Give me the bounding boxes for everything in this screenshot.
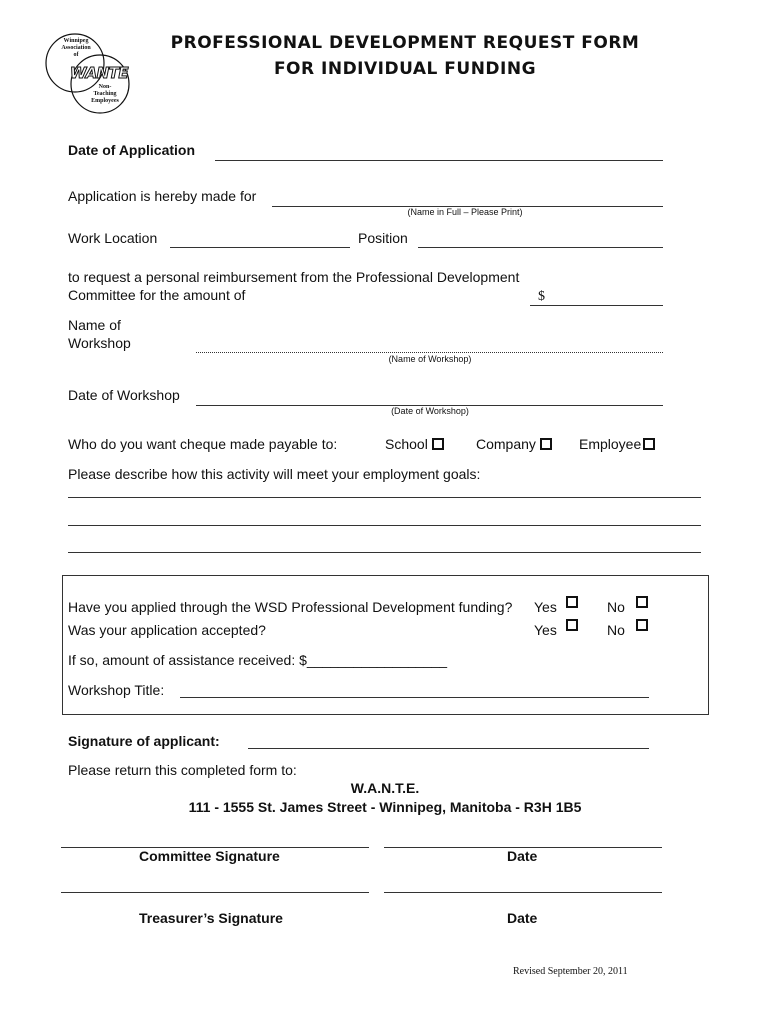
employee-option-label: Employee [579, 436, 642, 452]
accepted-yes-checkbox[interactable] [566, 619, 578, 631]
accepted-no-label: No [607, 622, 625, 638]
workshop-date-hint: (Date of Workshop) [391, 406, 469, 416]
amount-field[interactable] [530, 305, 663, 306]
accepted-yes-label: Yes [534, 622, 557, 638]
workshop-title-field[interactable] [180, 697, 649, 698]
applied-yes-checkbox[interactable] [566, 596, 578, 608]
accepted-no-checkbox[interactable] [636, 619, 648, 631]
cheque-payable-label: Who do you want cheque made payable to: [68, 436, 338, 452]
name-of-label: Name of [68, 317, 121, 333]
workshop-label: Workshop [68, 335, 131, 351]
revision-date: Revised September 20, 2011 [513, 966, 628, 977]
applicant-signature-label: Signature of applicant: [68, 733, 220, 749]
position-label: Position [358, 230, 408, 246]
school-checkbox[interactable] [432, 438, 444, 450]
logo-text-line1: Winnipeg [63, 38, 89, 44]
workshop-name-hint: (Name of Workshop) [388, 354, 472, 364]
applicant-name-hint: (Name in Full – Please Print) [407, 207, 523, 217]
assistance-amount-field[interactable]: If so, amount of assistance received: $__________________ [68, 652, 448, 668]
goals-line-3[interactable] [68, 552, 701, 553]
committee-signature-label: Committee Signature [139, 848, 280, 864]
logo-text-line3: of [73, 52, 79, 58]
logo-text-line5: Teaching [93, 91, 117, 97]
date-of-application-field[interactable] [215, 160, 663, 161]
applicant-signature-field[interactable] [248, 748, 649, 749]
logo-text-line4: Non- [98, 84, 112, 90]
treasurer-date-label: Date [507, 910, 538, 926]
logo-text-line6: Employees [91, 98, 119, 104]
workshop-title-label: Workshop Title: [68, 682, 165, 698]
school-option-label: School [385, 436, 428, 452]
application-made-for-label: Application is hereby made for [68, 188, 257, 204]
position-field[interactable] [418, 247, 663, 248]
treasurer-signature-label: Treasurer’s Signature [139, 910, 283, 926]
organization-address: 111 - 1555 St. James Street - Winnipeg, Manitoba - R3H 1B5 [188, 799, 582, 815]
company-checkbox[interactable] [540, 438, 552, 450]
date-of-application-label: Date of Application [68, 142, 196, 158]
wante-logo [40, 30, 132, 115]
request-text-line1: to request a personal reimbursement from the Professional Development [68, 269, 520, 285]
employee-checkbox[interactable] [643, 438, 655, 450]
logo-brand: WANTE [70, 64, 129, 82]
applied-no-checkbox[interactable] [636, 596, 648, 608]
work-location-label: Work Location [68, 230, 158, 246]
date-of-workshop-label: Date of Workshop [68, 387, 180, 403]
applied-question: Have you applied through the WSD Professional Development funding? [68, 599, 513, 615]
form-title-line2: FOR INDIVIDUAL FUNDING [273, 59, 537, 79]
applied-yes-label: Yes [534, 599, 557, 615]
committee-date-label: Date [507, 848, 538, 864]
accepted-question: Was your application accepted? [68, 622, 266, 638]
company-option-label: Company [476, 436, 536, 452]
treasurer-signature-field[interactable] [61, 892, 369, 893]
workshop-name-field[interactable] [196, 352, 663, 353]
work-location-field[interactable] [170, 247, 350, 248]
goals-line-1[interactable] [68, 497, 701, 498]
request-text-line2: Committee for the amount of [68, 287, 246, 303]
goals-line-2[interactable] [68, 525, 701, 526]
employment-goals-label: Please describe how this activity will meet your employment goals: [68, 466, 481, 482]
organization-name: W.A.N.T.E. [350, 780, 420, 796]
return-instructions: Please return this completed form to: [68, 762, 297, 778]
logo-text-line2: Association [61, 45, 91, 51]
treasurer-date-field[interactable] [384, 892, 662, 893]
applied-no-label: No [607, 599, 625, 615]
amount-dollar-sign: $ [538, 289, 545, 304]
form-title-line1: PROFESSIONAL DEVELOPMENT REQUEST FORM [170, 33, 640, 53]
